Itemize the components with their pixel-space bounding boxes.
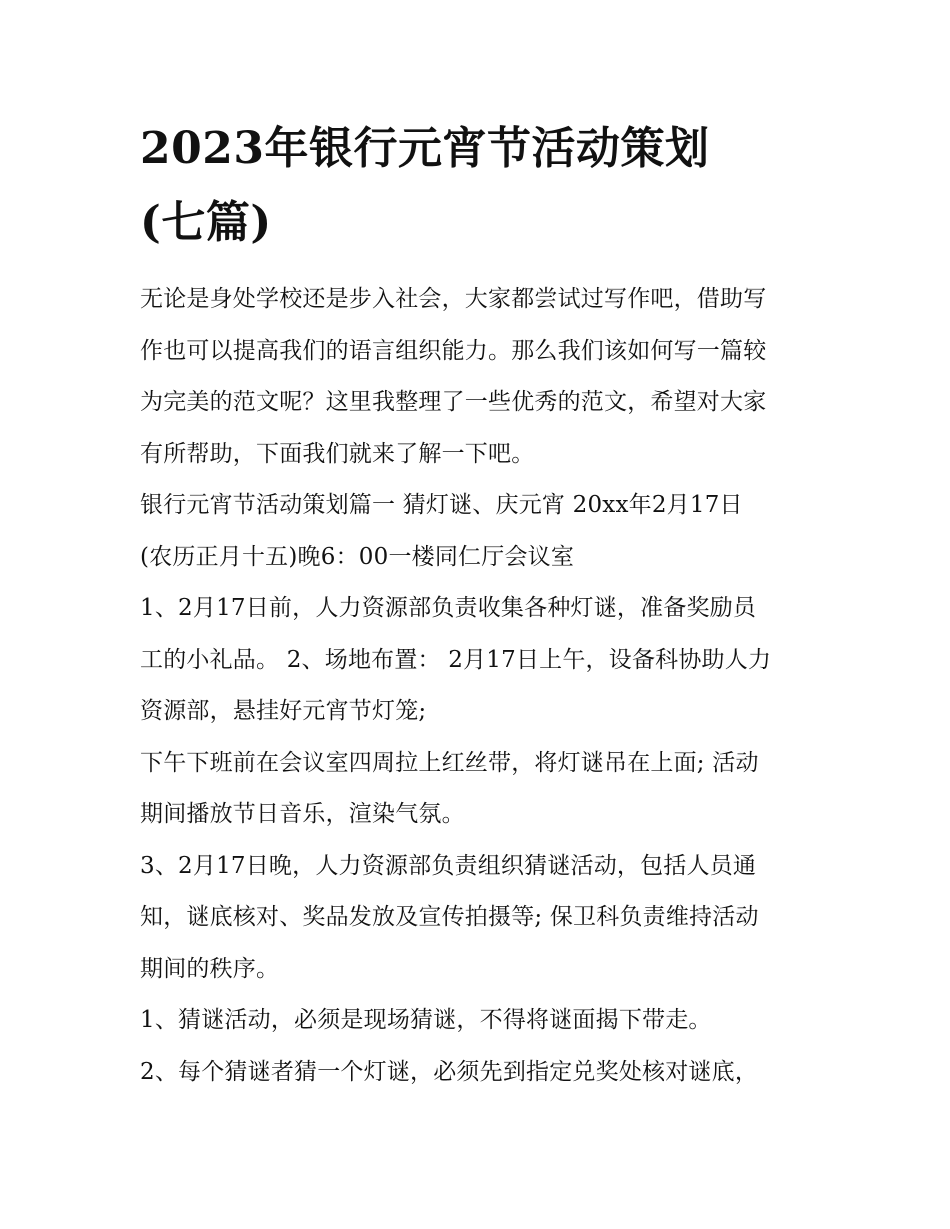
body-line: 知，谜底核对、奖品发放及宣传拍摄等; 保卫科负责维持活动 [140, 904, 759, 930]
body-line: 期间的秩序。 [140, 955, 280, 982]
body-line: 3、2月17日晚，人力资源部负责组织猜谜活动，包括人员通 [140, 852, 757, 879]
body-line: 下午下班前在会议室四周拉上红丝带，将灯谜吊在上面; 活动 [140, 749, 759, 776]
body-line: 作也可以提高我们的语言组织能力。那么我们该如何写一篇较 [140, 337, 767, 364]
body-line: 工的小礼品。 2、场地布置： 2月17日上午，设备科协助人力 [140, 646, 772, 673]
body-line: 资源部，悬挂好元宵节灯笼; [140, 698, 427, 724]
body-line: 银行元宵节活动策划篇一 猜灯谜、庆元宵 20xx年2月17日 [140, 492, 743, 518]
body-line: (农历正月十五)晚6：00一楼同仁厅会议室 [140, 543, 575, 570]
body-line: 无论是身处学校还是步入社会，大家都尝试过写作吧，借助写 [140, 286, 767, 312]
body-line: 2、每个猜谜者猜一个灯谜，必须先到指定兑奖处核对谜底， [140, 1058, 759, 1085]
body-line: 1、2月17日前，人力资源部负责收集各种灯谜，准备奖励员 [140, 595, 757, 621]
body-line: 有所帮助，下面我们就来了解一下吧。 [140, 440, 535, 467]
body-line: 为完美的范文呢？这里我整理了一些优秀的范文，希望对大家 [140, 389, 767, 415]
body-line: 1、猜谜活动，必须是现场猜谜，不得将谜面揭下带走。 [140, 1007, 712, 1033]
title-line: (七篇) [140, 197, 272, 248]
document-body [140, 274, 820, 1098]
body-line: 期间播放节日音乐，渲染气氛。 [140, 801, 465, 827]
document-title [140, 112, 820, 260]
title-line: 2023年银行元宵节活动策划 [140, 123, 710, 174]
